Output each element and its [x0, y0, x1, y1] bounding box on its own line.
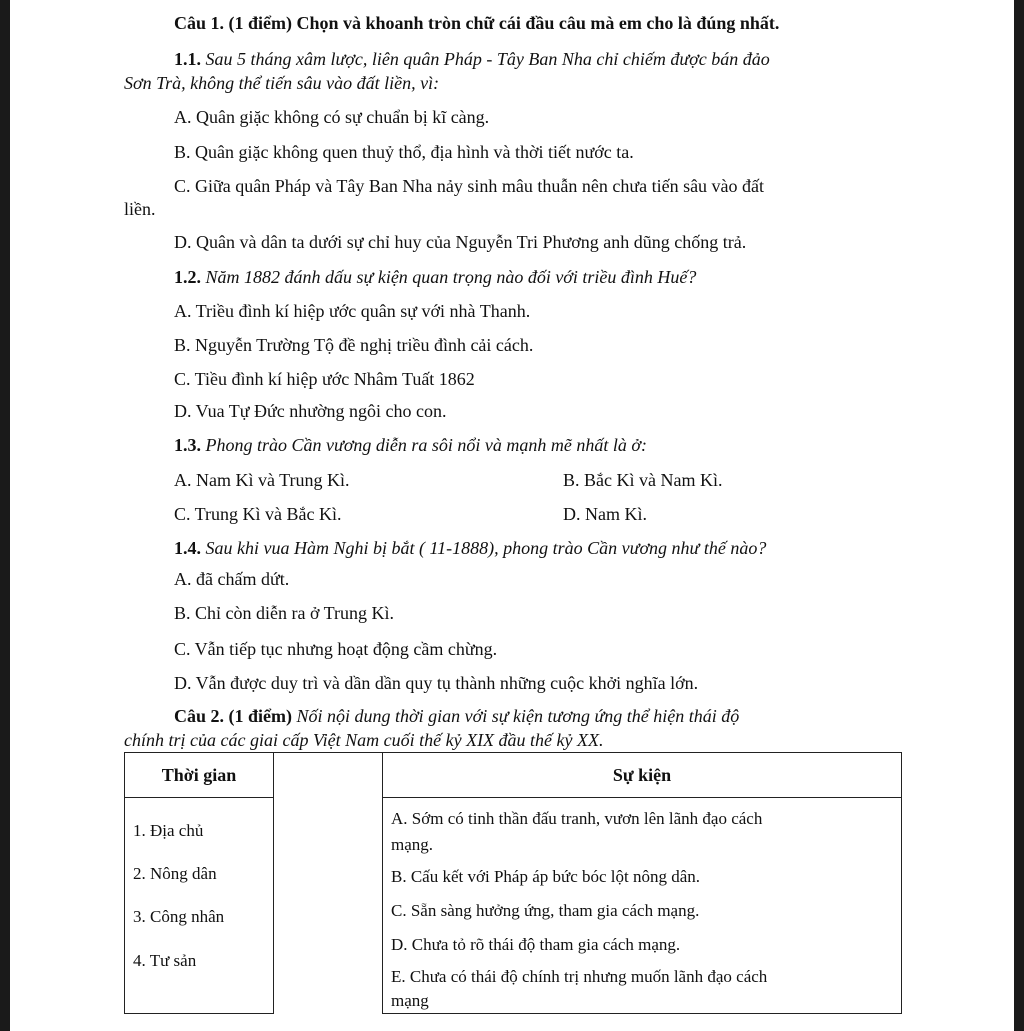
q1-1-option-c-line1[interactable]: C. Giữa quân Pháp và Tây Ban Nha nảy sinh mâu thuẫn nên chưa tiến sâu vào đất	[174, 176, 765, 196]
q1-2-option-c[interactable]: C. Tiều đình kí hiệp ước Nhâm Tuất 1862	[174, 369, 475, 389]
left-border-strip	[0, 0, 10, 1031]
q1-2-option-d[interactable]: D. Vua Tự Đức nhường ngôi cho con.	[174, 401, 447, 421]
q1-4-option-a[interactable]: A. đã chấm dứt.	[174, 569, 290, 589]
q1-3-option-b[interactable]: B. Bắc Kì và Nam Kì.	[563, 470, 723, 490]
event-item-b[interactable]: B. Cấu kết với Pháp áp bức bóc lột nông dân.	[391, 867, 701, 886]
q1-4-number: 1.4.	[174, 538, 201, 558]
q1-title: Câu 1. (1 điểm) Chọn và khoanh tròn chữ cái đầu câu mà em cho là đúng nhất.	[174, 13, 780, 33]
event-item-a-line1[interactable]: A. Sớm có tinh thần đấu tranh, vươn lên lãnh đạo cách	[391, 809, 763, 828]
time-item-3[interactable]: 3. Công nhân	[133, 907, 225, 926]
q2-title: Câu 2. (1 điểm)	[174, 706, 292, 726]
event-item-d[interactable]: D. Chưa tỏ rõ thái độ tham gia cách mạng.	[391, 935, 681, 954]
q2-heading	[174, 705, 739, 727]
time-item-2[interactable]: 2. Nông dân	[133, 864, 217, 883]
q1-2-question	[174, 266, 696, 288]
q1-1-text-line2: Sơn Trà, không thể tiến sâu vào đất liền, vì:	[124, 73, 440, 93]
time-table-header: Thời gian	[125, 753, 273, 798]
event-item-e-line2: mạng	[391, 991, 429, 1010]
q2-text-line2: chính trị của các giai cấp Việt Nam cuối thế kỷ XIX đầu thế kỷ XX.	[124, 730, 604, 750]
q1-1-option-d[interactable]: D. Quân và dân ta dưới sự chỉ huy của Nguyễn Tri Phương anh dũng chống trả.	[174, 232, 747, 252]
q1-3-option-d[interactable]: D. Nam Kì.	[563, 504, 647, 524]
q1-2-number: 1.2.	[174, 267, 201, 287]
event-item-e-line1[interactable]: E. Chưa có thái độ chính trị nhưng muốn lãnh đạo cách	[391, 967, 768, 986]
q1-4-text: Sau khi vua Hàm Nghi bị bắt ( 11-1888), phong trào Cần vương như thế nào?	[205, 538, 767, 558]
q1-1-option-c-line2: liền.	[124, 199, 156, 219]
q1-3-number: 1.3.	[174, 435, 201, 455]
time-table	[124, 752, 274, 1014]
event-table-header: Sự kiện	[383, 753, 901, 798]
q1-4-option-c[interactable]: C. Vẫn tiếp tục nhưng hoạt động cầm chừng.	[174, 639, 498, 659]
q1-4-option-b[interactable]: B. Chỉ còn diễn ra ở Trung Kì.	[174, 603, 395, 623]
q2-text-line1: Nối nội dung thời gian với sự kiện tương ứng thể hiện thái độ	[296, 706, 740, 726]
q1-3-option-a[interactable]: A. Nam Kì và Trung Kì.	[174, 470, 350, 490]
q1-1-question	[174, 48, 770, 70]
table-top-connector-line	[274, 752, 382, 753]
q1-2-option-a[interactable]: A. Triều đình kí hiệp ước quân sự với nhà Thanh.	[174, 301, 531, 321]
time-item-1[interactable]: 1. Địa chủ	[133, 821, 204, 840]
right-border-strip	[1014, 0, 1024, 1031]
q1-1-option-a[interactable]: A. Quân giặc không có sự chuẩn bị kĩ càng.	[174, 107, 490, 127]
time-item-4[interactable]: 4. Tư sản	[133, 951, 197, 970]
event-table	[382, 752, 902, 1014]
q1-2-text: Năm 1882 đánh dấu sự kiện quan trọng nào đối với triều đình Huế?	[205, 267, 697, 287]
q1-3-question	[174, 434, 647, 456]
q1-4-option-d[interactable]: D. Vẫn được duy trì và dần dần quy tụ thành những cuộc khởi nghĩa lớn.	[174, 673, 699, 693]
q1-3-option-c[interactable]: C. Trung Kì và Bắc Kì.	[174, 504, 342, 524]
q1-2-option-b[interactable]: B. Nguyễn Trường Tộ đề nghị triều đình cải cách.	[174, 335, 534, 355]
q1-3-text: Phong trào Cần vương diễn ra sôi nổi và mạnh mẽ nhất là ở:	[205, 435, 648, 455]
q1-4-question	[174, 537, 766, 559]
q1-1-option-b[interactable]: B. Quân giặc không quen thuỷ thổ, địa hình và thời tiết nước ta.	[174, 142, 634, 162]
event-item-c[interactable]: C. Sẵn sàng hưởng ứng, tham gia cách mạng.	[391, 901, 700, 920]
q1-1-number: 1.1.	[174, 49, 201, 69]
q1-1-text-line1: Sau 5 tháng xâm lược, liên quân Pháp - Tây Ban Nha chỉ chiếm được bán đảo	[205, 49, 770, 69]
event-item-a-line2: mạng.	[391, 835, 434, 854]
